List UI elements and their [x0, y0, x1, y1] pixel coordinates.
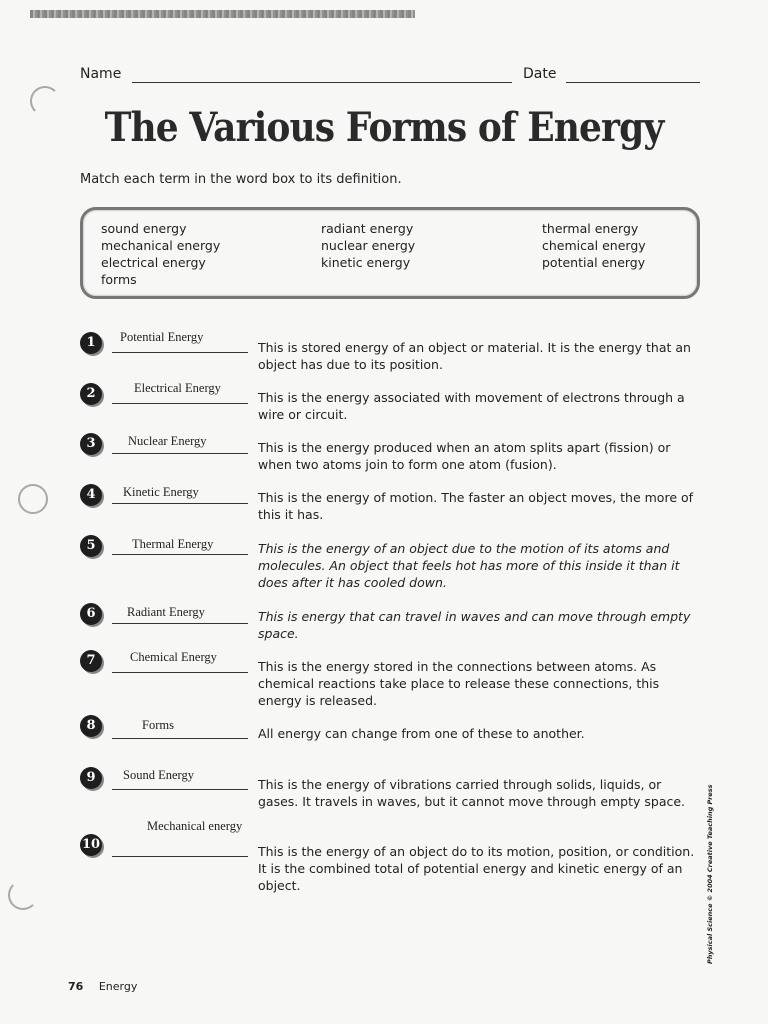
word-box — [80, 207, 700, 299]
answer-blank[interactable] — [112, 856, 248, 857]
answer-blank[interactable] — [112, 672, 248, 673]
word-item: chemical energy — [542, 238, 646, 253]
handwritten-answer: Sound Energy — [123, 768, 194, 782]
definition-text: This is the energy of an object due to the motion of its atoms and molecules. An object that feels hot has more of this inside it than it does after it has cooled down. — [258, 541, 680, 590]
top-scan-artifact — [30, 10, 415, 18]
definition-text: This is stored energy of an object or material. It is the energy that an object has due to its position. — [258, 340, 691, 372]
punch-hole — [18, 484, 48, 514]
handwritten-answer: Chemical Energy — [130, 650, 217, 664]
answer-blank[interactable] — [112, 503, 248, 504]
page-number: 76 — [68, 980, 84, 993]
answer-blank[interactable] — [112, 403, 248, 404]
definition-text: This is the energy of an object do to its motion, position, or condition. It is the combined total of potential energy and kinetic energy of an object. — [258, 844, 695, 893]
instructions: Match each term in the word box to its definition. — [80, 172, 402, 187]
word-column-3 — [542, 220, 646, 271]
answer-blank[interactable] — [112, 623, 248, 624]
question-number-badge: 8 — [80, 715, 102, 737]
handwritten-answer: Potential Energy — [120, 330, 204, 344]
word-item: thermal energy — [542, 221, 639, 236]
question-number-badge: 4 — [80, 484, 102, 506]
question-number-badge: 9 — [80, 767, 102, 789]
handwritten-answer: Radiant Energy — [127, 605, 205, 619]
word-column-1 — [101, 220, 220, 288]
word-item: nuclear energy — [321, 238, 416, 253]
question-number-badge: 5 — [80, 535, 102, 557]
handwritten-answer: Forms — [142, 718, 174, 732]
handwritten-answer: Nuclear Energy — [128, 434, 207, 448]
answer-blank[interactable] — [112, 789, 248, 790]
word-item: potential energy — [542, 255, 646, 270]
word-item: electrical energy — [101, 255, 206, 270]
answer-blank[interactable] — [112, 738, 248, 739]
answer-blank[interactable] — [112, 352, 248, 353]
definition-text: This is the energy stored in the connections between atoms. As chemical reactions take place to release these connections, this energy is released. — [258, 659, 660, 708]
handwritten-answer: Thermal Energy — [132, 537, 214, 551]
definition-text: This is energy that can travel in waves and can move through empty space. — [258, 609, 691, 641]
word-item: forms — [101, 272, 137, 287]
question-number-badge: 3 — [80, 433, 102, 455]
question-number-badge: 7 — [80, 650, 102, 672]
answer-blank[interactable] — [112, 554, 248, 555]
date-field[interactable] — [566, 82, 700, 83]
handwritten-answer: Kinetic Energy — [123, 485, 199, 499]
handwritten-answer: Mechanical energy — [147, 819, 243, 833]
name-label: Name — [80, 66, 122, 82]
name-field[interactable] — [132, 82, 512, 83]
word-column-2 — [321, 220, 415, 271]
question-number-badge: 6 — [80, 603, 102, 625]
definition-text: All energy can change from one of these to another. — [258, 726, 585, 741]
page-footer — [68, 980, 137, 993]
handwritten-answer: Electrical Energy — [134, 381, 221, 395]
punch-hole — [8, 880, 38, 910]
section-name: Energy — [98, 980, 138, 993]
page-title: The Various Forms of Energy — [104, 104, 664, 151]
copyright-notice: Physical Science © 2004 Creative Teaching Press — [706, 784, 714, 964]
question-number-badge: 10 — [80, 834, 102, 856]
answer-blank[interactable] — [112, 453, 248, 454]
definition-text: This is the energy produced when an atom splits apart (fission) or when two atoms join to form one atom (fusion). — [258, 440, 671, 472]
word-item: radiant energy — [321, 221, 414, 236]
date-label: Date — [523, 66, 557, 82]
word-item: mechanical energy — [101, 238, 221, 253]
question-number-badge: 2 — [80, 383, 102, 405]
definition-text: This is the energy associated with movement of electrons through a wire or circuit. — [258, 390, 685, 422]
word-item: sound energy — [101, 221, 187, 236]
question-number-badge: 1 — [80, 332, 102, 354]
definition-text: This is the energy of vibrations carried through solids, liquids, or gases. It travels in waves, but it cannot move through empty space. — [258, 777, 686, 809]
word-item: kinetic energy — [321, 255, 411, 270]
definition-text: This is the energy of motion. The faster an object moves, the more of this it has. — [258, 490, 694, 522]
